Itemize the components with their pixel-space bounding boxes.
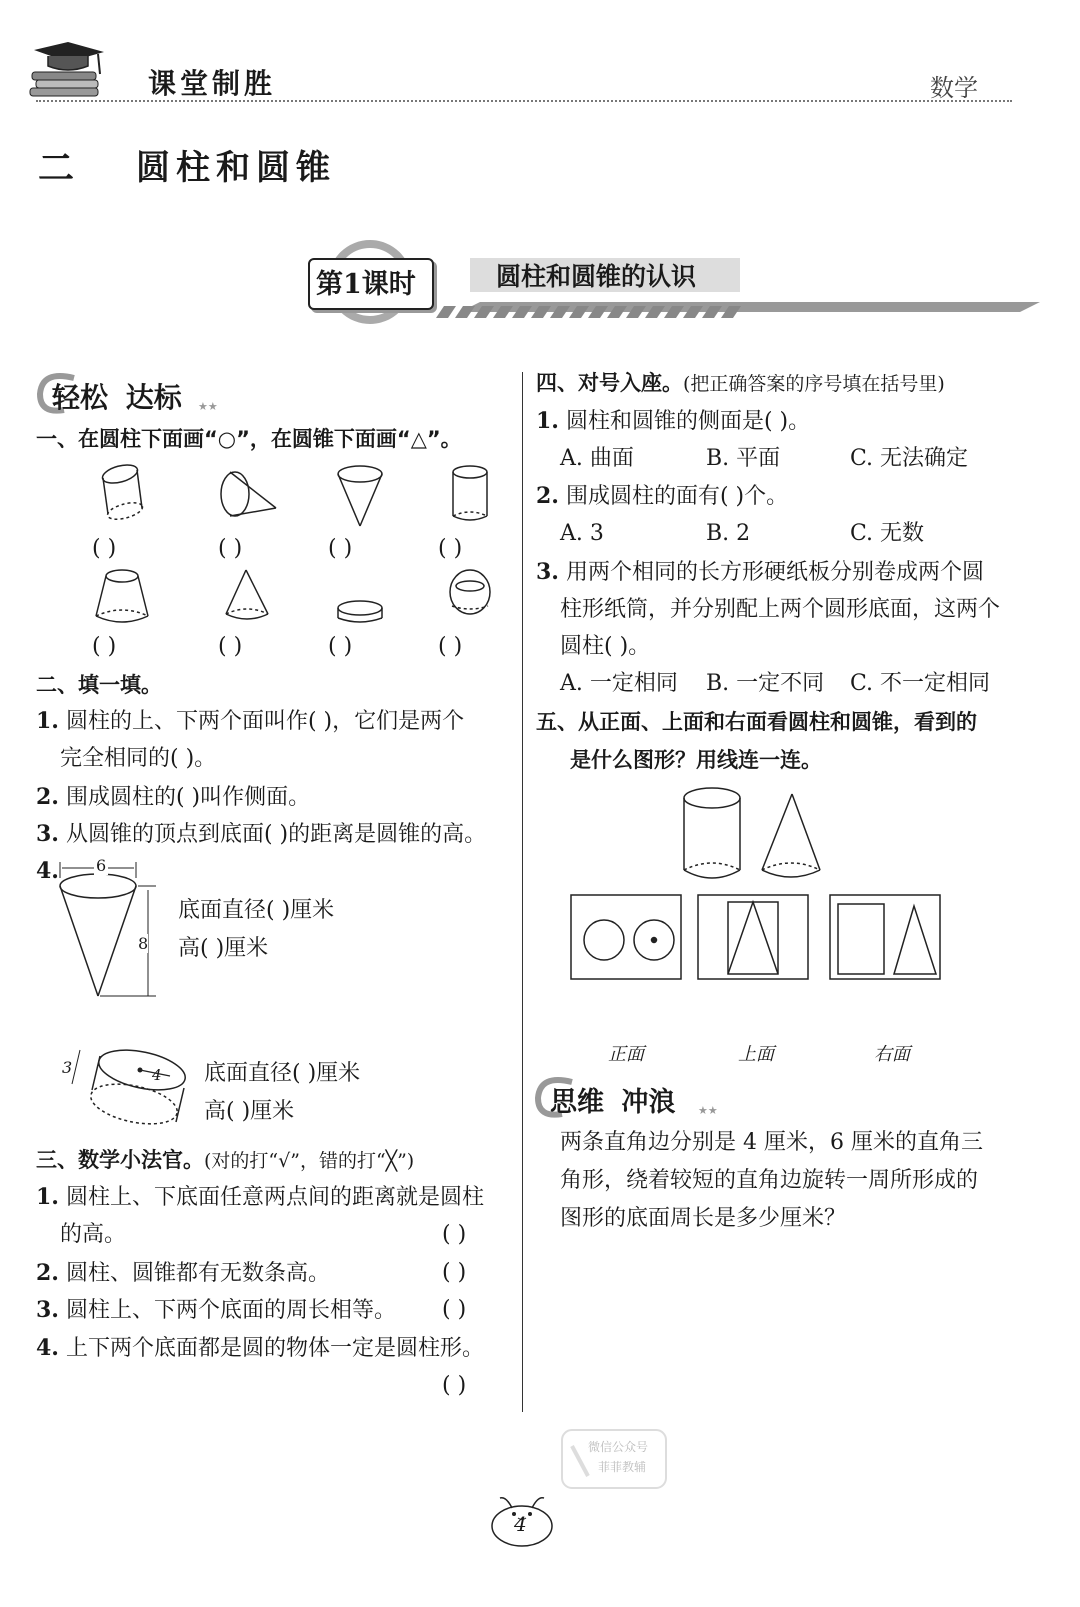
q5-title-cont: 是什么图形？用线连一连。	[570, 748, 822, 772]
q2-item-1	[36, 702, 464, 741]
item-line: 从圆锥的顶点到底面( )的距离是圆锥的高。	[65, 822, 487, 847]
q1-title: 一、在圆柱下面画“○”，在圆锥下面画“△”。	[36, 427, 462, 451]
q5-view-boxes	[570, 894, 950, 984]
option-c[interactable]: C. 无数	[850, 521, 925, 546]
q5-title: 五、从正面、上面和右面看圆柱和圆锥，看到的	[536, 710, 977, 734]
q3-title: 三、数学小法官。	[36, 1148, 204, 1172]
answer-paren[interactable]: ( )	[92, 634, 117, 659]
badge-stars: ★★	[198, 400, 218, 413]
item-line: 圆柱的上、下两个面叫作( )，它们是两个	[65, 709, 465, 734]
q5-solids	[680, 784, 840, 894]
disc-side-label: 3	[62, 1058, 73, 1077]
item-number: 3.	[536, 559, 559, 585]
answer-paren[interactable]: ( )	[218, 536, 243, 561]
section-badge-thinking	[550, 1080, 675, 1119]
option-a[interactable]: A. 曲面	[560, 446, 634, 471]
think-line-1: 两条直角边分别是 4 厘米，6 厘米的直角三	[560, 1130, 983, 1155]
lesson-title: 圆柱和圆锥的认识	[496, 262, 697, 291]
item-number: 4.	[36, 1335, 59, 1361]
chapter-title: 圆柱和圆锥	[136, 148, 336, 188]
answer-paren[interactable]: ( )	[218, 634, 243, 659]
q3-item-1	[36, 1178, 484, 1217]
view-label-front: 正面	[608, 1044, 644, 1065]
lesson-stripe-bar	[436, 306, 756, 320]
answer-paren[interactable]: ( )	[92, 536, 117, 561]
q3-title-row	[36, 1141, 414, 1180]
view-box-rect-triangle-inside	[698, 895, 808, 979]
q1-shapes	[80, 462, 540, 642]
cone-diameter-prompt: 底面直径( )厘米	[178, 898, 335, 923]
item-line: 围成圆柱的( )叫作侧面。	[65, 785, 311, 810]
q3-item-3	[36, 1291, 396, 1330]
lesson-tag: 第1课时	[316, 269, 416, 300]
badge-word-b: 达标	[125, 381, 182, 414]
answer-paren[interactable]: ( )	[328, 634, 353, 659]
answer-paren[interactable]: ( )	[438, 634, 463, 659]
cone-height-prompt: 高( )厘米	[178, 936, 269, 961]
item-line: 围成圆柱的面有( )个。	[565, 484, 789, 509]
view-label-top: 上面	[738, 1044, 774, 1065]
badge-word-a: 轻松	[52, 381, 109, 414]
option-b[interactable]: B. 2	[706, 521, 751, 546]
frustum-shape	[96, 570, 148, 622]
judge-paren[interactable]: ( )	[442, 1260, 467, 1285]
item-line: 圆柱和圆锥的侧面是( )。	[565, 409, 811, 434]
graduation-cap-books-icon	[28, 40, 108, 100]
cone-diagram	[56, 858, 176, 1008]
q2-item-1-cont: 完全相同的( )。	[60, 746, 217, 771]
q4-item-3	[536, 553, 984, 592]
watermark-line-2: 菲菲教辅	[598, 1460, 647, 1474]
option-c[interactable]: C. 无法确定	[850, 446, 969, 471]
think-line-3: 图形的底面周长是多少厘米？	[560, 1206, 847, 1231]
q3-item-1-cont: 的高。	[60, 1222, 127, 1247]
q2-title: 二、填一填。	[36, 673, 162, 697]
option-a[interactable]: A. 3	[560, 521, 604, 546]
tilted-cylinder-shape	[101, 462, 145, 523]
view-label-right: 右面	[874, 1044, 910, 1065]
q4-item-3-cont: 柱形纸筒，并分别配上两个圆形底面，这两个	[560, 597, 1001, 622]
cone-side-label: 8	[138, 934, 149, 953]
watermark-line-1: 微信公众号	[588, 1440, 649, 1454]
item-number: 3.	[36, 1297, 59, 1323]
q5-cone-shape	[762, 794, 820, 877]
header-subject: 数学	[930, 74, 978, 102]
page-number: 4	[514, 1512, 527, 1536]
item-number: 1.	[36, 1184, 59, 1210]
header-brand: 课堂制胜	[148, 67, 277, 100]
option-a[interactable]: A. 一定相同	[560, 671, 678, 696]
chapter-number: 二	[38, 148, 75, 189]
option-b[interactable]: B. 一定不同	[706, 671, 825, 696]
item-line: 上下两个底面都是圆的物体一定是圆柱形。	[65, 1336, 484, 1361]
upright-cone-shape	[226, 570, 268, 619]
q4-item-2	[536, 477, 788, 516]
item-number: 2.	[36, 1260, 59, 1286]
disc-cylinder-diagram	[56, 1046, 196, 1136]
judge-paren[interactable]: ( )	[442, 1373, 467, 1398]
q2-item-3	[36, 815, 486, 854]
view-box-rect-triangle-side	[830, 895, 940, 979]
q3-item-4	[36, 1329, 484, 1368]
item-line: 圆柱上、下两个底面的周长相等。	[65, 1298, 396, 1323]
item-number: 2.	[536, 483, 559, 509]
item-number: 2.	[36, 784, 59, 810]
item-line: 圆柱、圆锥都有无数条高。	[65, 1261, 330, 1286]
judge-paren[interactable]: ( )	[442, 1222, 467, 1247]
section-badge-easy	[52, 376, 182, 416]
answer-paren[interactable]: ( )	[438, 536, 463, 561]
badge-word-b: 冲浪	[621, 1087, 676, 1118]
option-c[interactable]: C. 不一定相同	[850, 671, 991, 696]
answer-paren[interactable]: ( )	[328, 536, 353, 561]
flat-disc-shape	[338, 601, 382, 622]
q4-item-1	[536, 402, 810, 441]
q4-title: 四、对号入座。	[536, 371, 683, 395]
barrel-shape	[450, 570, 490, 614]
q4-item-3-cont: 圆柱( )。	[560, 634, 651, 659]
item-line: 用两个相同的长方形硬纸板分别卷成两个圆	[565, 560, 984, 585]
q4-title-row	[536, 364, 945, 403]
q2-item-2	[36, 778, 310, 817]
item-number: 1.	[36, 708, 59, 734]
item-line: 圆柱上、下底面任意两点间的距离就是圆柱	[65, 1185, 484, 1210]
q5-cylinder-shape	[684, 788, 740, 878]
inverted-cone-shape	[338, 466, 382, 526]
view-box-circles	[571, 895, 681, 979]
item-number: 3.	[36, 821, 59, 847]
q4-note: (把正确答案的序号填在括号里)	[683, 373, 945, 395]
sideways-cone-shape	[221, 472, 276, 516]
think-line-2: 角形，绕着较短的直角边旋转一周所形成的	[560, 1168, 979, 1193]
header-dotted-rule	[36, 100, 1012, 102]
q3-note: (对的打“√”，错的打“╳”)	[204, 1150, 415, 1172]
q2-item-4-number: 4.	[36, 858, 59, 884]
item-number: 1.	[536, 408, 559, 434]
judge-paren[interactable]: ( )	[442, 1297, 467, 1322]
cone-top-label: 6	[96, 856, 107, 875]
q3-item-2	[36, 1254, 330, 1293]
disc-radius-label: 4	[152, 1066, 162, 1084]
disc-diameter-prompt: 底面直径( )厘米	[204, 1061, 361, 1086]
badge-stars: ★★	[698, 1104, 718, 1117]
disc-height-prompt: 高( )厘米	[204, 1099, 295, 1124]
badge-word-a: 思维	[550, 1087, 604, 1118]
upright-cylinder-shape	[453, 466, 487, 520]
option-b[interactable]: B. 平面	[706, 446, 781, 471]
